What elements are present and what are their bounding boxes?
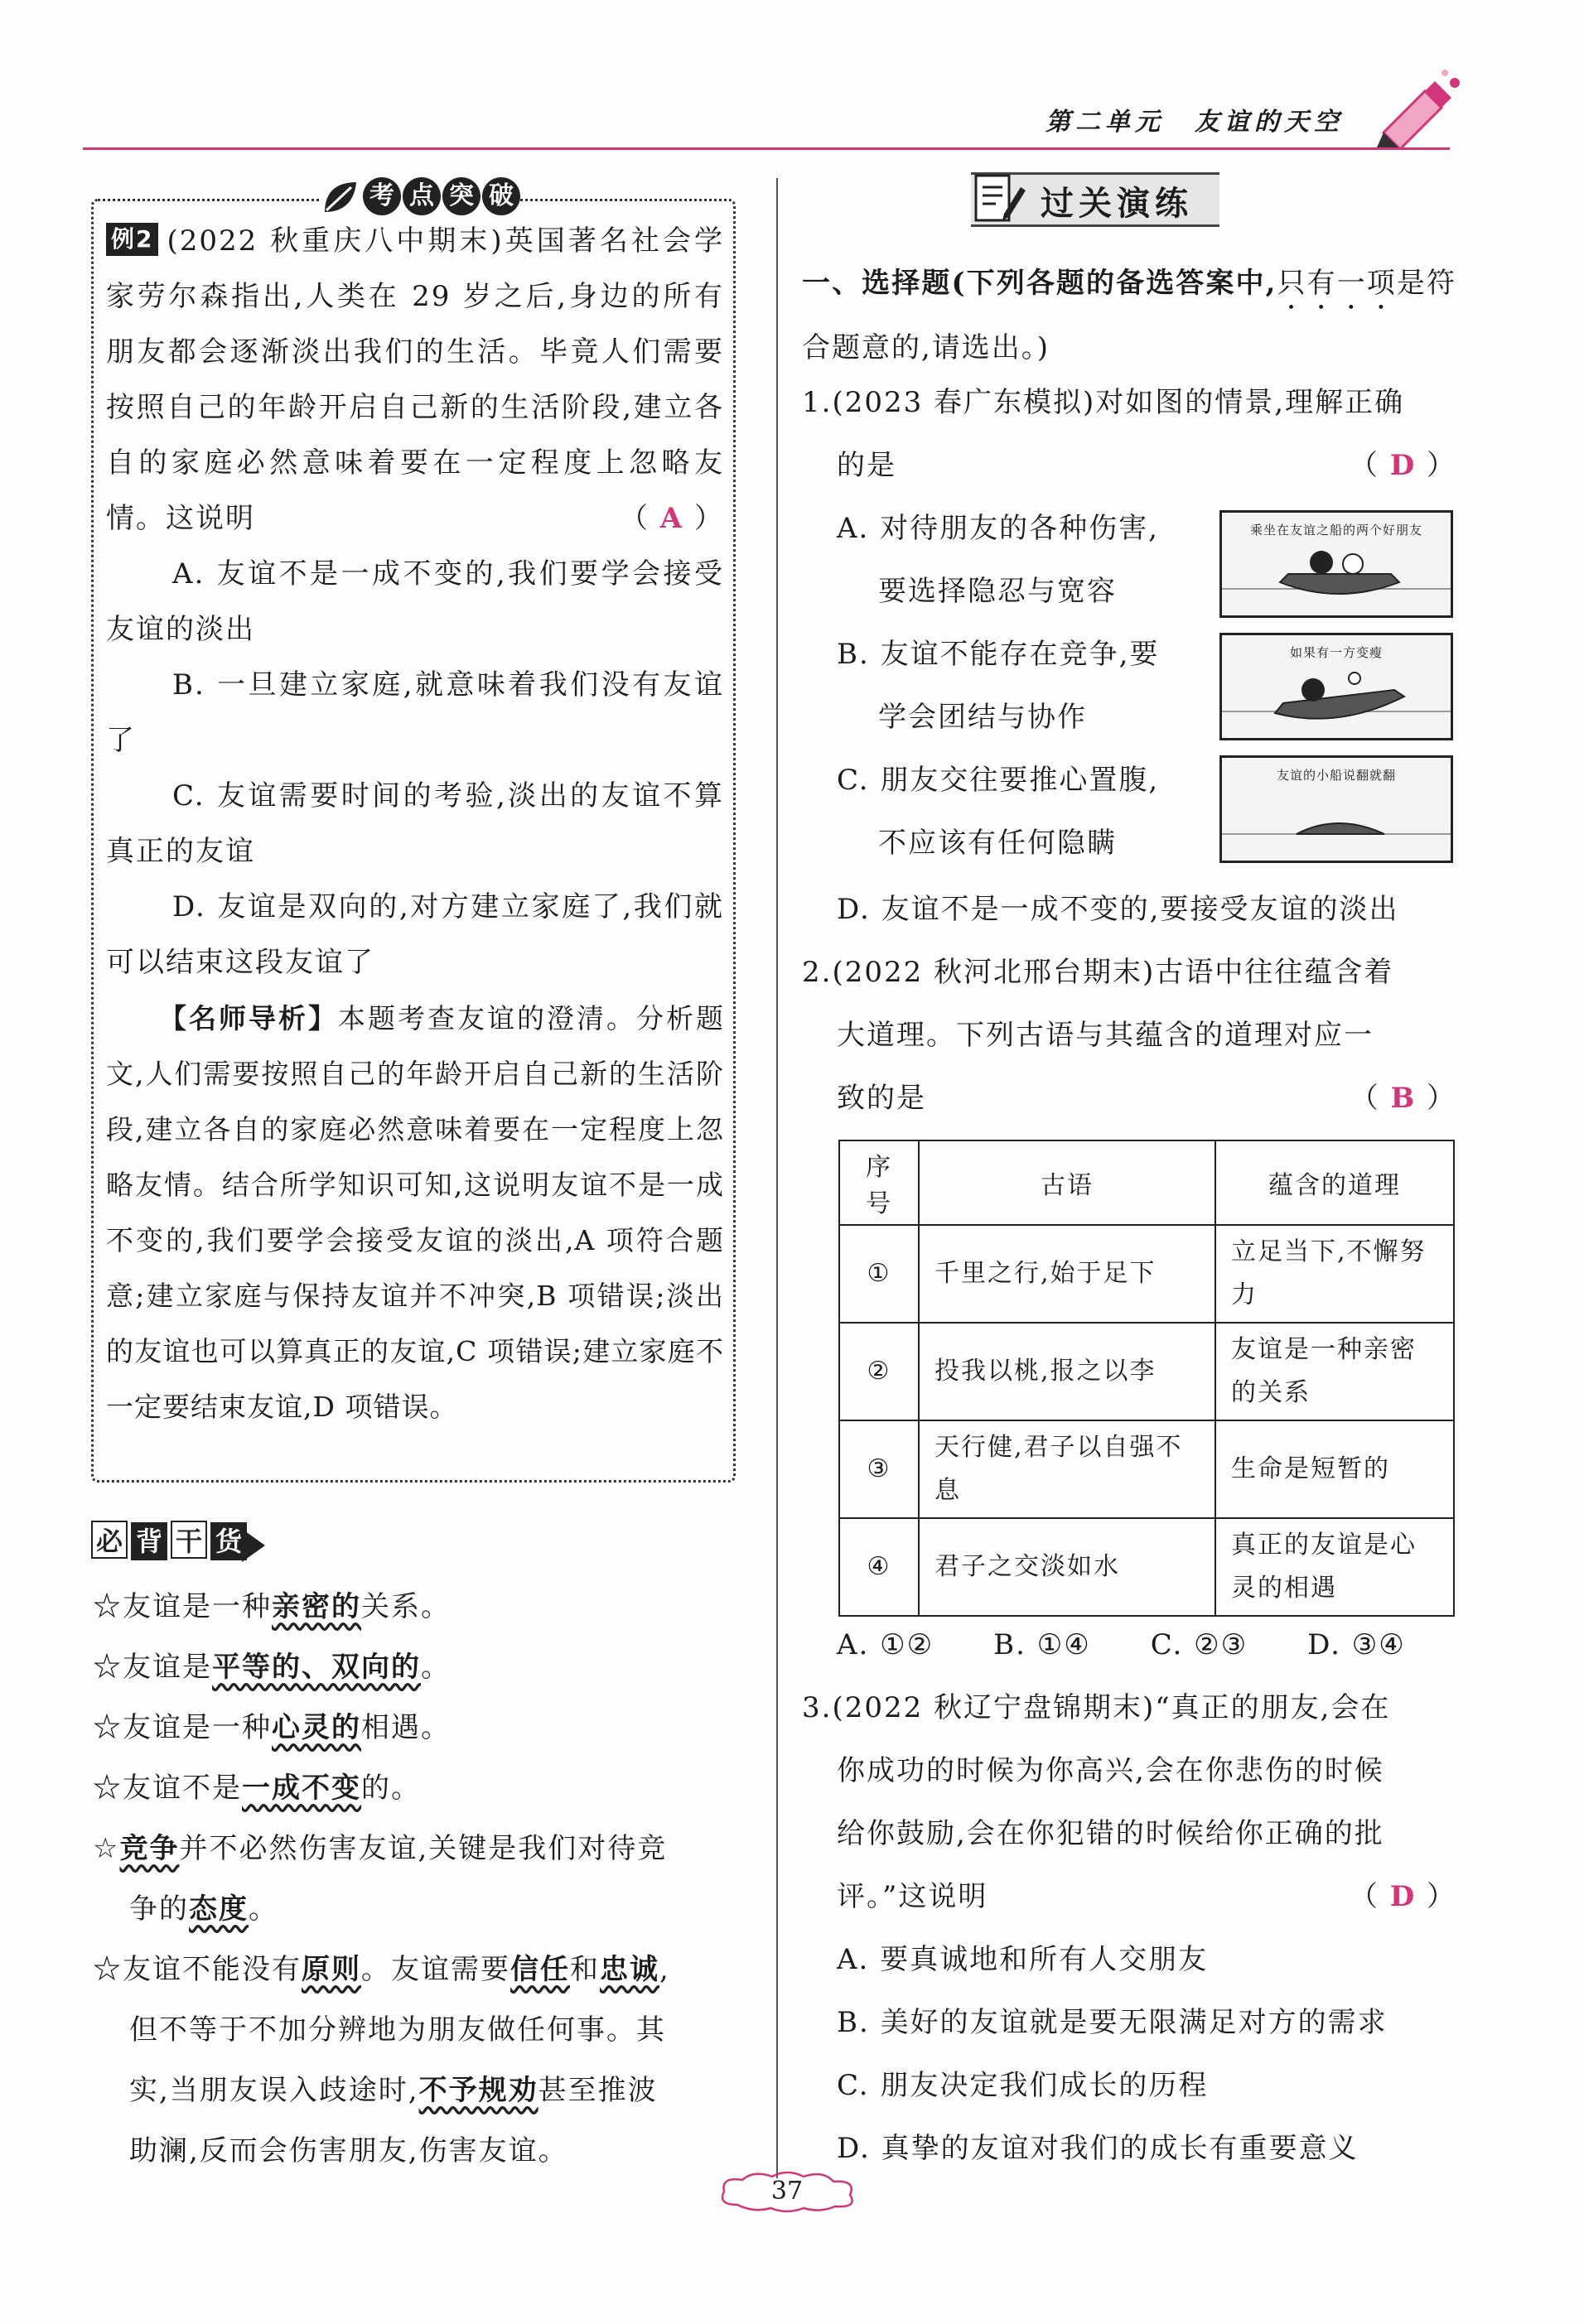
point-text: 。 bbox=[421, 1651, 451, 1684]
table-row bbox=[839, 1518, 1454, 1616]
point-text: 助澜,反而会伤害朋友,伤害友谊。 bbox=[129, 2134, 568, 2167]
instructions bbox=[802, 252, 1456, 379]
table-cell: 投我以桃,报之以李 bbox=[919, 1323, 1215, 1420]
page-number-text: 37 bbox=[770, 2177, 804, 2206]
point-1 bbox=[93, 1577, 747, 1637]
example-tag: 例2 bbox=[106, 223, 158, 256]
q3-stem-text: 评。”这说明 bbox=[837, 1880, 988, 1913]
comic-panel-3 bbox=[1219, 755, 1453, 863]
point-text: 友谊是一种 bbox=[123, 1711, 272, 1744]
title-char: 考 bbox=[363, 177, 401, 215]
title-char: 点 bbox=[403, 177, 441, 215]
table-cell: 真正的友谊是心灵的相遇 bbox=[1215, 1518, 1454, 1616]
point-text: 相遇。 bbox=[361, 1711, 451, 1744]
option-b: B. 一旦建立家庭,就意味着我们没有友谊了 bbox=[106, 668, 724, 757]
q1-stem-text: 的是 bbox=[837, 449, 896, 482]
point-text: 实,当朋友误入歧途时, bbox=[129, 2074, 419, 2107]
table-header: 蕴含的道理 bbox=[1215, 1140, 1454, 1225]
q1-option-c bbox=[837, 749, 1159, 875]
q2-options: A. ①② B. ①④ C. ②③ D. ③④ bbox=[837, 1628, 1406, 1661]
star-icon: ☆ bbox=[93, 1590, 123, 1623]
boat-tilting-icon bbox=[1222, 635, 1451, 738]
point-text: 和 bbox=[570, 1953, 600, 1986]
point-keyword: 竞争 bbox=[119, 1832, 180, 1865]
analysis-text: 本题考查友谊的澄清。分析题文,人们需要按照自己的年龄开启自己新的生活阶段,建立各自的家庭必然意味着要在一定程度上忽略友情。结合所学知识可知,这说明友谊不是一成不变的,我们要学会接受友谊的淡出,A 项符合题意;建立家庭与保持友谊并不冲突,B 项错误;淡出的友谊也可以算真正的友谊,C 项错误;建立家庭不一定要结束友谊,D 项错误。 bbox=[106, 1002, 724, 1423]
section-title-banner bbox=[971, 172, 1219, 227]
boat-capsized-icon bbox=[1222, 758, 1451, 861]
q2-stem-line1: 2.(2022 秋河北邢台期末)古语中往往蕴含着 bbox=[802, 956, 1394, 989]
leaf-icon bbox=[321, 179, 358, 215]
q3-stem-line1: 3.(2022 秋辽宁盘锦期末)“真正的朋友,会在 bbox=[802, 1691, 1391, 1724]
table-row bbox=[839, 1323, 1454, 1420]
q3-stem-line4 bbox=[837, 1865, 1456, 1928]
point-keyword: 一成不变 bbox=[242, 1772, 361, 1805]
point-keyword: 忠诚 bbox=[600, 1953, 659, 1986]
point-keyword: 原则 bbox=[302, 1953, 361, 1986]
option-text: 学会团结与协作 bbox=[878, 701, 1087, 734]
comic-caption: 乘坐在友谊之船的两个好朋友 bbox=[1249, 523, 1422, 538]
point-text: 友谊是 bbox=[123, 1651, 212, 1684]
q1-answer: D bbox=[1389, 449, 1417, 482]
table-cell: ① bbox=[839, 1225, 919, 1323]
star-icon: ☆ bbox=[93, 1832, 120, 1865]
pencil-decoration-icon bbox=[1375, 66, 1466, 149]
option-text: C. 朋友交往要推心置腹, bbox=[837, 764, 1160, 797]
title-char: 必 bbox=[91, 1521, 128, 1559]
point-text: , bbox=[659, 1953, 670, 1986]
header-rule bbox=[83, 147, 1450, 150]
point-text: 友谊不能没有 bbox=[123, 1953, 302, 1986]
option-text: B. 友谊不能存在竞争,要 bbox=[837, 638, 1160, 671]
table-header-row bbox=[839, 1140, 1454, 1225]
section-title: 过关演练 bbox=[1041, 185, 1193, 223]
q2-stem-text: 致的是 bbox=[837, 1082, 926, 1115]
option-text: 要选择隐忍与宽容 bbox=[878, 575, 1117, 608]
page-number bbox=[712, 2168, 862, 2215]
point-text: 但不等于不加分辨地为朋友做任何事。其 bbox=[129, 2013, 666, 2047]
table-cell: 天行健,君子以自强不息 bbox=[919, 1420, 1215, 1518]
comic-caption: 友谊的小船说翻就翻 bbox=[1276, 768, 1396, 783]
q2-stem-line2: 大道理。下列古语与其蕴含的道理对应一 bbox=[837, 1019, 1374, 1052]
star-icon: ☆ bbox=[93, 1953, 123, 1986]
q1-option-b bbox=[837, 623, 1159, 749]
q2-answer: B bbox=[1390, 1082, 1417, 1115]
point-text: 友谊不是 bbox=[123, 1772, 242, 1805]
table-cell: 千里之行,始于足下 bbox=[919, 1225, 1215, 1323]
point-text: 。友谊需要 bbox=[361, 1953, 510, 1986]
q3-option-d: D. 真挚的友谊对我们的成长有重要意义 bbox=[837, 2132, 1359, 2165]
point-6 bbox=[93, 1940, 747, 2182]
option-d: D. 友谊是双向的,对方建立家庭了,我们就可以结束这段友谊了 bbox=[106, 890, 724, 979]
q1-stem-line2 bbox=[837, 434, 1456, 497]
point-keyword: 态度 bbox=[189, 1892, 249, 1926]
table-cell: ④ bbox=[839, 1518, 919, 1616]
point-keyword: 心灵的 bbox=[272, 1711, 361, 1744]
star-icon: ☆ bbox=[93, 1711, 123, 1744]
unit-header: 第二单元 友谊的天空 bbox=[1046, 108, 1344, 137]
analysis-tag: 【名师导析】 bbox=[159, 1002, 338, 1034]
instructions-lead: 一、选择题(下列各题的备选答案中, bbox=[802, 267, 1277, 300]
point-text: 并不必然伤害友谊,关键是我们对待竞 bbox=[179, 1832, 668, 1865]
point-keyword: 平等的、双向的 bbox=[212, 1651, 421, 1684]
analysis bbox=[106, 991, 724, 1434]
point-text: 关系。 bbox=[361, 1590, 451, 1623]
table-cell: 友谊是一种亲密的关系 bbox=[1215, 1323, 1454, 1420]
option-c: C. 友谊需要时间的考验,淡出的友谊不算真正的友谊 bbox=[106, 779, 724, 868]
answer-bracket: （ A ） bbox=[619, 502, 724, 535]
comic-caption: 如果有一方变瘦 bbox=[1289, 645, 1383, 660]
table-cell: 立足当下,不懈努力 bbox=[1215, 1225, 1454, 1323]
point-3 bbox=[93, 1698, 747, 1758]
table-cell: 生命是短暂的 bbox=[1215, 1420, 1454, 1518]
q3-stem-line3: 给你鼓励,会在你犯错的时候给你正确的批 bbox=[837, 1817, 1384, 1850]
title-char: 破 bbox=[482, 177, 520, 215]
point-text: 甚至推波 bbox=[538, 2074, 658, 2107]
q3-answer: D bbox=[1389, 1880, 1417, 1913]
title-char: 突 bbox=[442, 177, 481, 215]
answer-bracket: （ D ） bbox=[1349, 1880, 1456, 1913]
q3-option-c: C. 朋友决定我们成长的历程 bbox=[837, 2069, 1209, 2102]
example-answer: A bbox=[659, 502, 684, 535]
table-header: 古语 bbox=[919, 1140, 1215, 1225]
option-text: A. 对待朋友的各种伤害, bbox=[837, 512, 1159, 545]
q1-option-a bbox=[837, 497, 1159, 623]
comic-panel-2 bbox=[1219, 633, 1453, 740]
table-cell: 君子之交淡如水 bbox=[919, 1518, 1215, 1616]
comic-panel-1 bbox=[1219, 510, 1453, 618]
boat-two-friends-icon bbox=[1222, 513, 1451, 615]
table-cell: ② bbox=[839, 1323, 919, 1420]
title-arrow-icon bbox=[242, 1529, 267, 1562]
table-row bbox=[839, 1225, 1454, 1323]
star-icon: ☆ bbox=[93, 1651, 123, 1684]
point-keyword: 不予规劝 bbox=[418, 2074, 538, 2107]
must-memorize-title bbox=[91, 1521, 250, 1565]
option-text: 不应该有任何隐瞒 bbox=[878, 827, 1117, 860]
point-text: 。 bbox=[249, 1892, 278, 1926]
title-char: 背 bbox=[131, 1522, 167, 1560]
q3-option-a: A. 要真诚地和所有人交朋友 bbox=[837, 1943, 1209, 1976]
point-text: 友谊是一种 bbox=[123, 1590, 272, 1623]
star-icon: ☆ bbox=[93, 1772, 123, 1805]
title-char: 干 bbox=[171, 1521, 207, 1559]
table-row bbox=[839, 1420, 1454, 1518]
point-2 bbox=[93, 1637, 747, 1698]
q1-stem-line1: 1.(2023 春广东模拟)对如图的情景,理解正确 bbox=[802, 386, 1405, 419]
sayings-table bbox=[838, 1140, 1455, 1617]
answer-bracket: （ B ） bbox=[1350, 1082, 1456, 1115]
point-5 bbox=[93, 1819, 747, 1940]
option-a: A. 友谊不是一成不变的,我们要学会接受友谊的淡出 bbox=[106, 557, 724, 646]
q3-option-b: B. 美好的友谊就是要无限满足对方的需求 bbox=[837, 2006, 1388, 2039]
q2-stem-line3 bbox=[837, 1067, 1456, 1130]
title-char: 货 bbox=[210, 1522, 247, 1560]
point-keyword: 信任 bbox=[510, 1953, 570, 1986]
table-cell: ③ bbox=[839, 1420, 919, 1518]
point-4 bbox=[93, 1758, 747, 1819]
example-stem-text: (2022 秋重庆八中期末)英国著名社会学家劳尔森指出,人类在 29 岁之后,身边的所有朋友都会逐渐淡出我们的生活。毕竟人们需要按照自己的年龄开启自己新的生活阶段,建立各自的家庭必然意味着要在一定程度上忽略友情。这说明 bbox=[106, 224, 724, 535]
point-keyword: 亲密的 bbox=[272, 1590, 361, 1623]
point-text: 争的 bbox=[129, 1892, 189, 1926]
notebook-pencil-icon bbox=[971, 169, 1029, 227]
table-header: 序号 bbox=[839, 1140, 919, 1225]
answer-bracket: （ D ） bbox=[1349, 449, 1456, 482]
example-stem bbox=[106, 214, 724, 547]
column-divider bbox=[776, 178, 778, 2178]
instructions-tail: 是符合题意的,请选出。) bbox=[802, 267, 1456, 364]
q1-option-d: D. 友谊不是一成不变的,要接受友谊的淡出 bbox=[837, 893, 1399, 926]
point-text: 的。 bbox=[361, 1772, 421, 1805]
instructions-emphasis: 只有一项 bbox=[1277, 267, 1397, 300]
q3-stem-line2: 你成功的时候为你高兴,会在你悲伤的时候 bbox=[837, 1754, 1384, 1787]
